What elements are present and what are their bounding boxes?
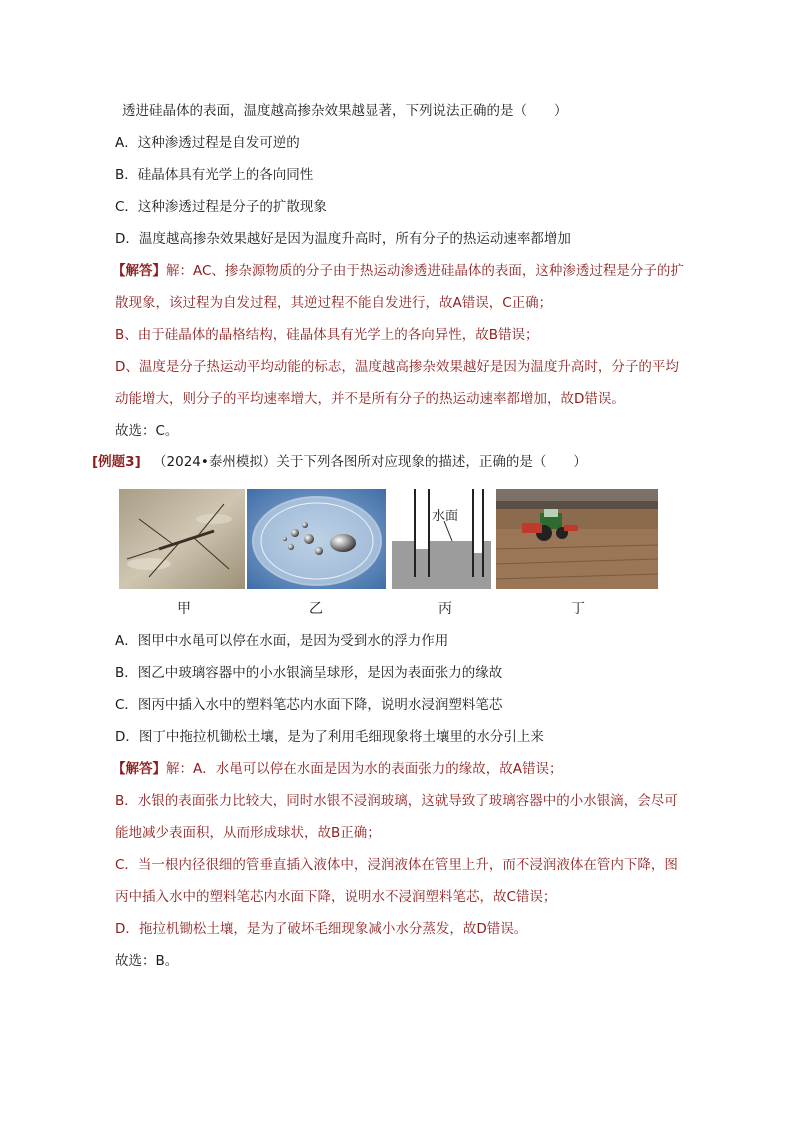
answer-line: D、温度是分子热运动平均动能的标志，温度越高掺杂效果越好是因为温度升高时，分子的平均: [115, 359, 679, 375]
answer-text: 解：AC、掺杂源物质的分子由于热运动渗透进硅晶体的表面，这种渗透过程是分子的扩: [166, 263, 684, 279]
figure-label-bing: 丙: [438, 601, 452, 617]
answer-line: C．当一根内径很细的管垂直插入液体中，浸润液体在管里上升，而不浸润液体在管内下降，图: [115, 857, 678, 873]
figure-label-yi: 乙: [309, 601, 323, 617]
option-d: D．温度越高掺杂效果越好是因为温度升高时，所有分子的热运动速率都增加: [115, 231, 571, 247]
answer-line: 散现象，该过程为自发过程，其逆过程不能自发进行，故A错误，C正确；: [115, 295, 553, 311]
answer-text: 解：A．水黾可以停在水面是因为水的表面张力的缘故，故A错误；: [166, 761, 563, 777]
option-a: A．这种渗透过程是自发可逆的: [115, 135, 300, 151]
figure-label-ding: 丁: [571, 601, 585, 617]
answer-choice: 故选：B。: [115, 953, 179, 969]
answer-tag: 【解答】: [112, 761, 166, 777]
question-source: （2024•泰州模拟）关于下列各图所对应现象的描述，正确的是（ ）: [153, 454, 587, 470]
answer-line: 丙中插入水中的塑料笔芯内水面下降，说明水不浸润塑料笔芯，故C错误；: [115, 889, 557, 905]
answer-line: 能地减少表面积，从而形成球状，故B正确；: [115, 825, 381, 841]
answer-line: [112, 262, 714, 280]
option-b: B．图乙中玻璃容器中的小水银滴呈球形，是因为表面张力的缘故: [115, 665, 503, 681]
answer-line: B、由于硅晶体的晶格结构，硅晶体具有光学上的各向异性，故B错误；: [115, 327, 539, 343]
question-header: [92, 453, 714, 471]
example-tag: [例题3]: [92, 454, 141, 470]
option-b: B．硅晶体具有光学上的各向同性: [115, 167, 314, 183]
option-c: C．这种渗透过程是分子的扩散现象: [115, 199, 327, 215]
figure-tractor: [496, 489, 658, 589]
option-c: C．图丙中插入水中的塑料笔芯内水面下降，说明水浸润塑料笔芯: [115, 697, 503, 713]
figure-water-strider: [119, 489, 245, 589]
answer-choice: 故选：C。: [115, 423, 179, 439]
figure-tube-diagram: [390, 489, 493, 589]
question-stem: 透进硅晶体的表面，温度越高掺杂效果越显著，下列说法正确的是（ ）: [122, 103, 568, 119]
figure-label-jia: 甲: [177, 601, 191, 617]
answer-line: [112, 760, 714, 778]
answer-line: D．拖拉机锄松土壤，是为了破坏毛细现象减小水分蒸发，故D错误。: [115, 921, 528, 937]
answer-tag: 【解答】: [112, 263, 166, 279]
figure-mercury-dish: [247, 489, 386, 589]
water-surface-label: 水面: [432, 509, 459, 524]
option-a: A．图甲中水黾可以停在水面，是因为受到水的浮力作用: [115, 633, 449, 649]
option-d: D．图丁中拖拉机锄松土壤，是为了利用毛细现象将土壤里的水分引上来: [115, 729, 544, 745]
answer-line: B．水银的表面张力比较大，同时水银不浸润玻璃，这就导致了玻璃容器中的小水银滴，会尽可: [115, 793, 678, 809]
answer-line: 动能增大，则分子的平均速率增大，并不是所有分子的热运动速率都增加，故D错误。: [115, 391, 625, 407]
